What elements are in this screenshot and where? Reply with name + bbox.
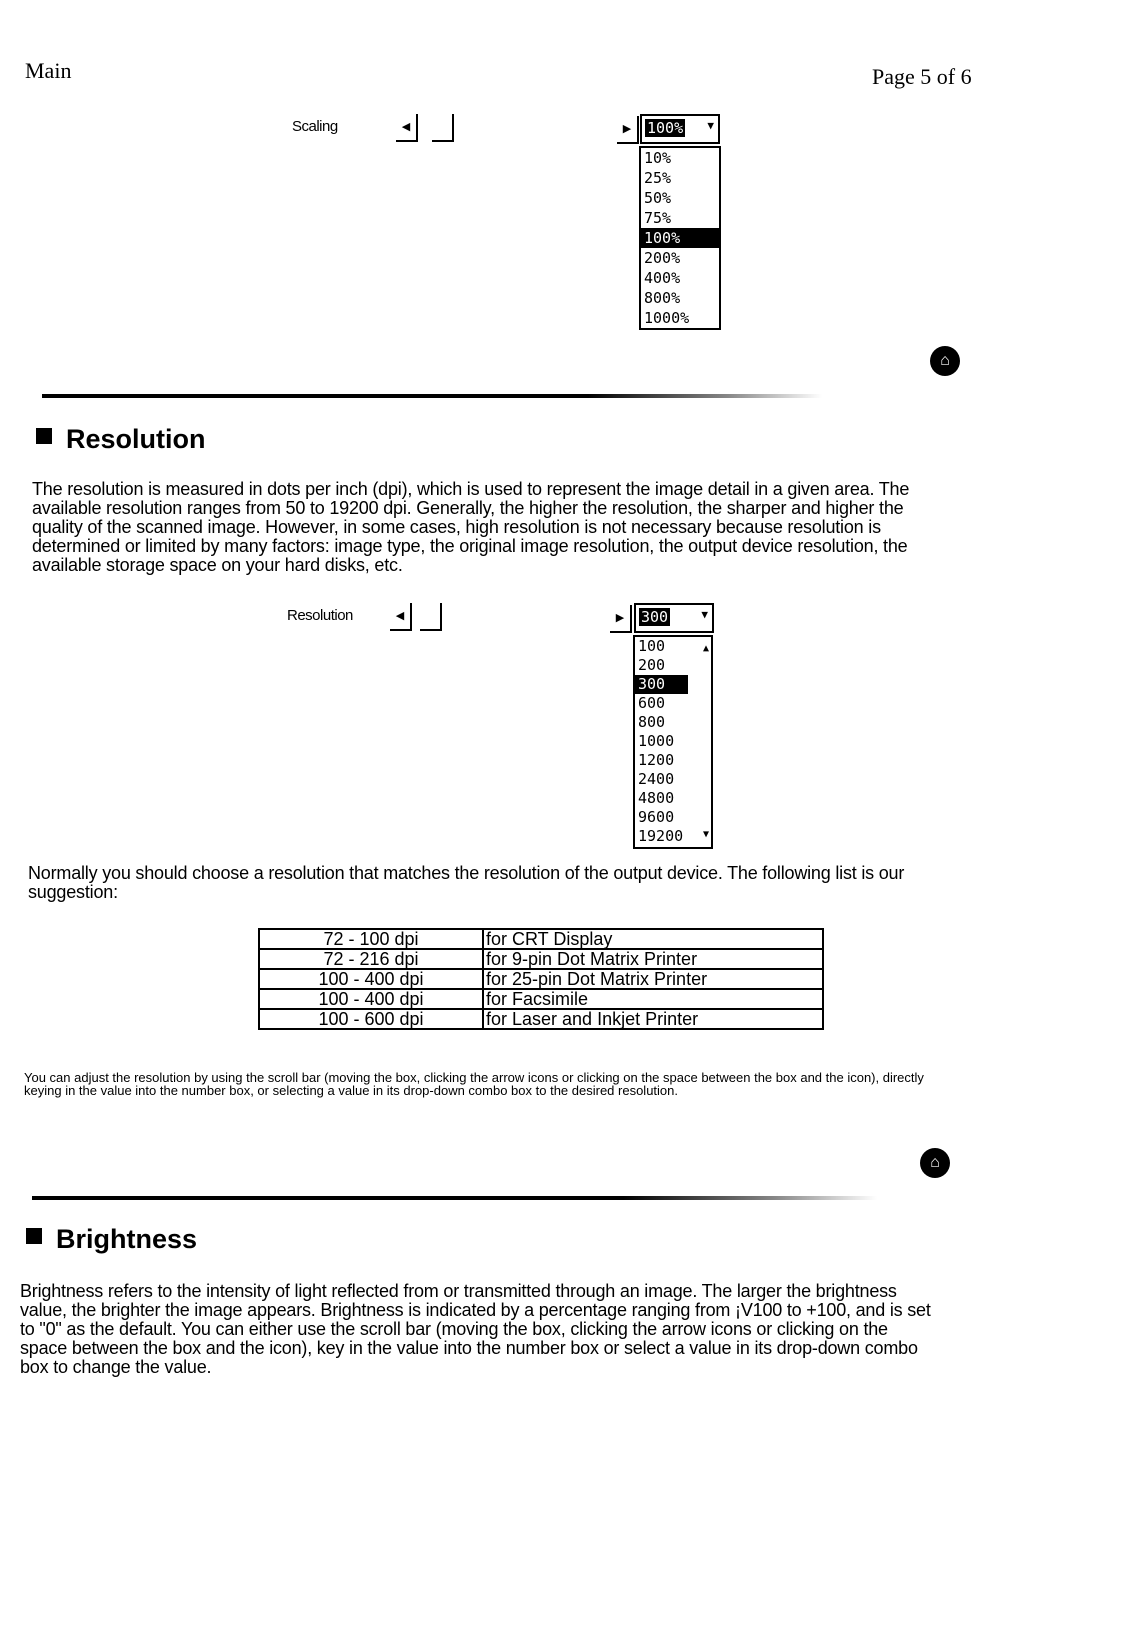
device: for 9-pin Dot Matrix Printer: [483, 949, 823, 969]
resolution-table: [258, 928, 824, 1030]
list-item[interactable]: 800%: [644, 289, 681, 307]
scaling-dropdown-list[interactable]: [639, 146, 721, 330]
table-row: [259, 949, 823, 969]
chevron-down-icon[interactable]: ▼: [707, 119, 714, 132]
list-item[interactable]: 600: [638, 694, 666, 712]
scaling-right-arrow-button[interactable]: ▶: [617, 116, 639, 144]
device: for 25-pin Dot Matrix Printer: [483, 969, 823, 989]
dpi-range: 100 - 400 dpi: [259, 989, 483, 1009]
list-item[interactable]: 1000%: [644, 309, 690, 327]
brightness-intro: Brightness refers to the intensity of light reflected from or transmitted through an image. The larger the brightness value, the brighter the image appears. Brightness is indicated by a percentage ranging from ¡V100 to +100, and is set to "0" as the default. You can either use the scroll bar (moving the box, clicking the arrow icons or clicking on the space between the box and the icon), key in the value into the number box or select a value in its drop-down combo box to change the value.: [20, 1281, 931, 1377]
table-row: [259, 989, 823, 1009]
list-item[interactable]: 10%: [644, 149, 672, 167]
divider: [32, 1196, 877, 1200]
section-label: Main: [25, 58, 72, 83]
chevron-down-icon[interactable]: ▼: [701, 608, 708, 621]
list-item[interactable]: 75%: [644, 209, 672, 227]
scaling-combo[interactable]: [640, 114, 720, 144]
resolution-combo[interactable]: [634, 603, 714, 633]
table-row: [259, 1009, 823, 1029]
page-number: Page 5 of 6: [872, 64, 972, 89]
resolution-right-arrow-button[interactable]: ▶: [610, 605, 632, 633]
list-item[interactable]: 1200: [638, 751, 675, 769]
list-item[interactable]: 100: [638, 637, 666, 655]
home-icon[interactable]: ⌂: [920, 1148, 950, 1178]
resolution-suggestion: Normally you should choose a resolution that matches the resolution of the output device. The following list is our suggestion:: [28, 863, 905, 902]
resolution-intro: The resolution is measured in dots per inch (dpi), which is used to represent the image detail in a given area. The available resolution ranges from 50 to 19200 dpi. Generally, the higher the resolution, the sharper and higher the quality of the scanned image. However, in some cases, high resolution is not necessary because resolution is determined or limited by many factors: image type, the original image resolution, the output device resolution, the available storage space on your hard disks, etc.: [32, 479, 910, 575]
dpi-range: 100 - 600 dpi: [259, 1009, 483, 1029]
dpi-range: 72 - 216 dpi: [259, 949, 483, 969]
table-row: [259, 969, 823, 989]
scaling-value[interactable]: 100%: [647, 119, 684, 137]
bullet-icon: [36, 428, 52, 444]
table-row: [259, 929, 823, 949]
list-item[interactable]: 2400: [638, 770, 675, 788]
resolution-dropdown-list[interactable]: [633, 635, 713, 849]
scaling-scroll-track[interactable]: [432, 114, 454, 142]
resolution-value[interactable]: 300: [641, 608, 669, 626]
list-item[interactable]: 800: [638, 713, 666, 731]
list-item[interactable]: 4800: [638, 789, 675, 807]
resolution-left-arrow-button[interactable]: ◀: [390, 603, 412, 631]
dpi-range: 72 - 100 dpi: [259, 929, 483, 949]
scaling-left-arrow-button[interactable]: ◀: [396, 114, 418, 142]
scaling-label: Scaling: [292, 118, 338, 135]
bullet-icon: [26, 1228, 42, 1244]
device: for Facsimile: [483, 989, 823, 1009]
list-item[interactable]: 200%: [644, 249, 681, 267]
list-item[interactable]: 200: [638, 656, 666, 674]
brightness-heading: [26, 1224, 197, 1255]
list-item[interactable]: 9600: [638, 808, 675, 826]
resolution-heading: [36, 424, 206, 455]
device: for Laser and Inkjet Printer: [483, 1009, 823, 1029]
list-item[interactable]: 400%: [644, 269, 681, 287]
list-item-selected[interactable]: 300: [635, 675, 688, 694]
brightness-title: Brightness: [56, 1224, 198, 1254]
resolution-note: You can adjust the resolution by using the scroll bar (moving the box, clicking the arrow icons or clicking on the space between the box and the icon), directly keying in the value into the number box, or selecting a value in its drop-down combo box to the desired resolution.: [24, 1070, 924, 1098]
scroll-up-arrow-icon[interactable]: ▲: [702, 643, 709, 654]
dpi-range: 100 - 400 dpi: [259, 969, 483, 989]
divider: [42, 394, 822, 398]
list-item-selected[interactable]: 100%: [641, 228, 719, 248]
device: for CRT Display: [483, 929, 823, 949]
scroll-down-arrow-icon[interactable]: ▼: [702, 829, 709, 840]
list-item[interactable]: 1000: [638, 732, 675, 750]
list-item[interactable]: 50%: [644, 189, 672, 207]
resolution-label: Resolution: [287, 607, 353, 624]
list-item[interactable]: 19200: [638, 827, 684, 845]
home-icon[interactable]: ⌂: [930, 346, 960, 376]
resolution-title: Resolution: [66, 424, 206, 454]
resolution-scroll-track[interactable]: [420, 603, 442, 631]
list-item[interactable]: 25%: [644, 169, 672, 187]
